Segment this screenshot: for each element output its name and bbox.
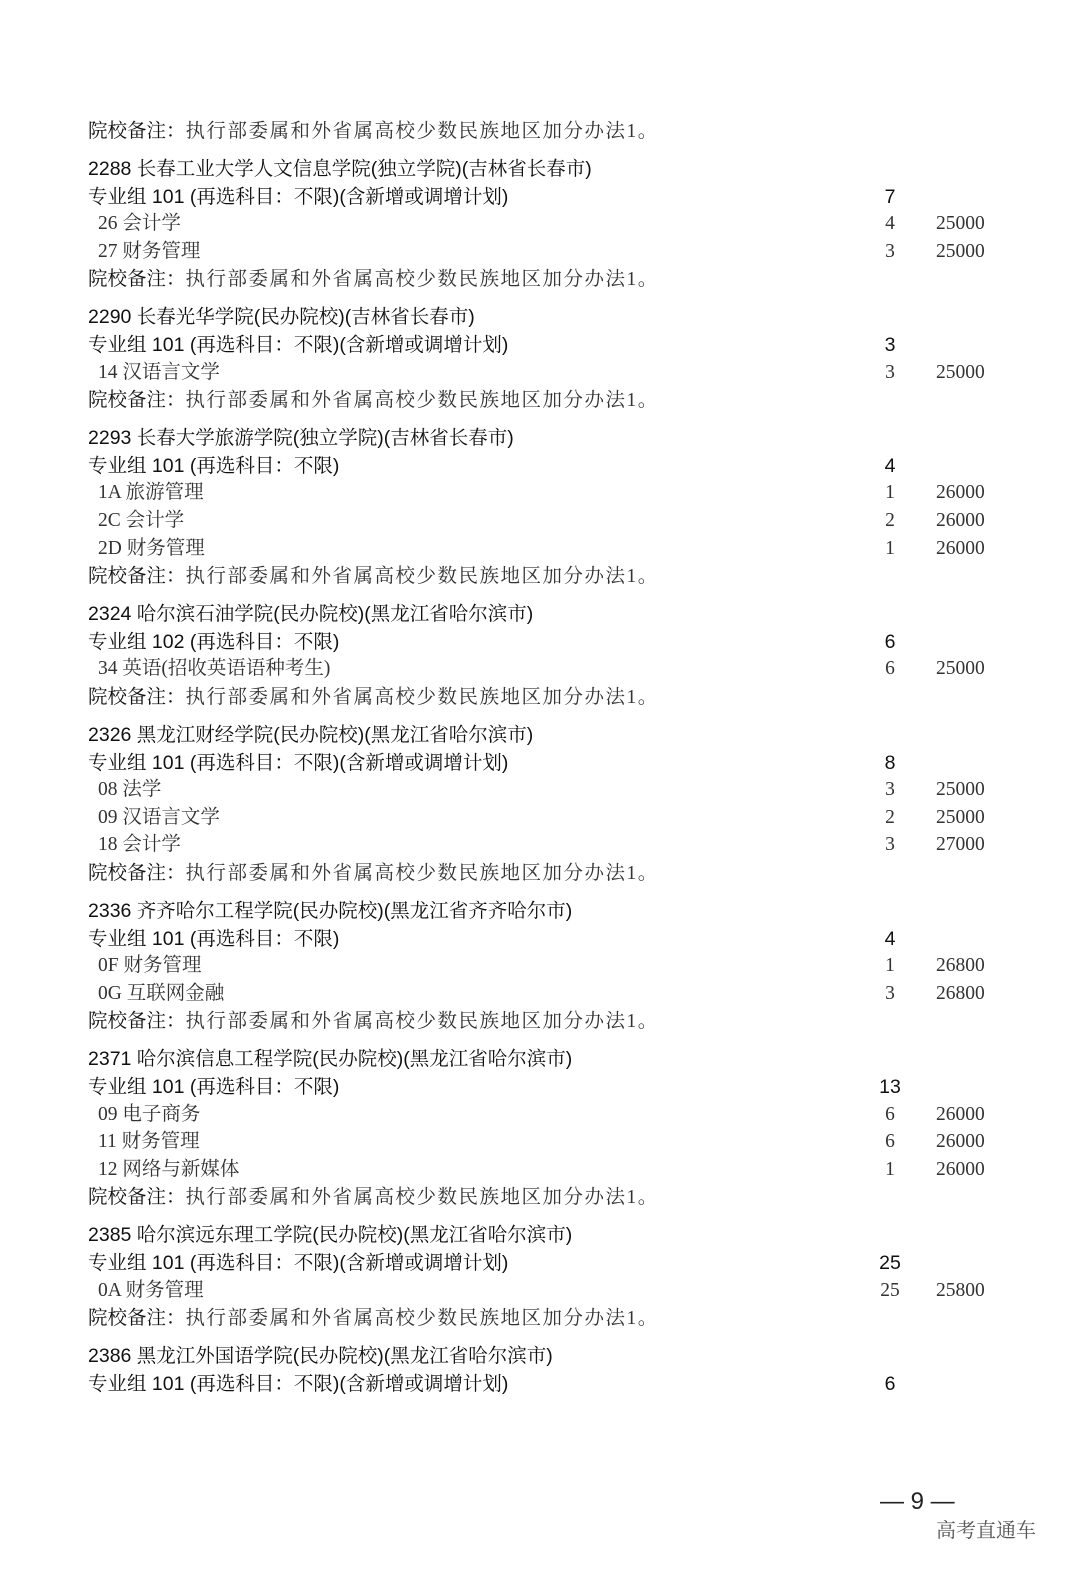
major-name: 0F 财务管理: [98, 955, 202, 977]
note-label: 院校备注：: [88, 1186, 186, 1209]
note-label: 院校备注：: [88, 1307, 186, 1330]
major-name: 0G 互联网金融: [98, 982, 225, 1004]
tuition-fee: 25800: [936, 1279, 985, 1301]
major-group-row: [0, 1073, 1080, 1101]
major-name: 1A 旅游管理: [98, 482, 204, 504]
school-name: 2386 黑龙江外国语学院(民办院校)(黑龙江省哈尔滨市): [88, 1345, 553, 1368]
school-heading: [0, 1045, 1080, 1073]
plan-count: 3: [885, 779, 895, 801]
school-name: 2293 长春大学旅游学院(独立学院)(吉林省长春市): [88, 427, 514, 450]
school-heading: [0, 1221, 1080, 1249]
major-row: [0, 952, 1080, 980]
school-name: 2336 齐齐哈尔工程学院(民办院校)(黑龙江省齐齐哈尔市): [88, 900, 573, 922]
note-label: 院校备注：: [88, 686, 186, 708]
page-number: — 9 —: [880, 1488, 955, 1515]
major-group-row: [0, 749, 1080, 777]
tuition-fee: 25000: [936, 213, 985, 235]
plan-count: 1: [885, 955, 895, 977]
major-row: [0, 479, 1080, 507]
group-name: 专业组 101 (再选科目：不限)(含新增或调增计划): [88, 185, 509, 208]
tuition-fee: 26000: [936, 510, 985, 531]
plan-count: 3: [885, 834, 895, 856]
school-heading: [0, 600, 1080, 628]
school-name: 2385 哈尔滨远东理工学院(民办院校)(黑龙江省哈尔滨市): [88, 1224, 573, 1247]
note-content: 执行部委属和外省属高校少数民族地区加分办法1。: [185, 863, 659, 884]
plan-count: 7: [884, 185, 896, 208]
note-label: 院校备注：: [88, 1010, 186, 1033]
school-note: [0, 562, 1080, 590]
plan-count: 1: [885, 1158, 895, 1180]
tuition-fee: 25000: [936, 806, 985, 828]
plan-count: 2: [885, 806, 895, 828]
major-name: 18 会计学: [98, 834, 181, 856]
note-text: [88, 117, 659, 146]
major-name: 08 法学: [98, 779, 162, 801]
note-text: [88, 683, 659, 712]
watermark: 高考直通车: [936, 1518, 1036, 1542]
major-row: [0, 238, 1080, 266]
major-group-row: [0, 452, 1080, 480]
school-note: [0, 859, 1080, 887]
school-note: [0, 386, 1080, 414]
plan-count: 25: [880, 1279, 900, 1301]
plan-count: 8: [884, 751, 896, 774]
school-name: 2371 哈尔滨信息工程学院(民办院校)(黑龙江省哈尔滨市): [88, 1048, 573, 1071]
tuition-fee: 26800: [936, 955, 985, 977]
note-label: 院校备注：: [88, 862, 186, 884]
plan-count: 6: [885, 1131, 895, 1153]
note-label: 院校备注：: [88, 389, 186, 412]
group-name: 专业组 101 (再选科目：不限): [88, 454, 340, 477]
major-group-row: [0, 628, 1080, 656]
tuition-fee: 26800: [936, 982, 985, 1004]
major-row: [0, 1128, 1080, 1156]
plan-count: 4: [884, 454, 896, 477]
school-heading: [0, 721, 1080, 749]
note-content: 执行部委属和外省属高校少数民族地区加分办法1。: [185, 269, 659, 291]
plan-count: 3: [885, 982, 895, 1004]
major-name: 11 财务管理: [98, 1131, 200, 1153]
plan-count: 3: [885, 240, 895, 262]
major-name: 0A 财务管理: [98, 1279, 204, 1301]
school-heading: [0, 155, 1080, 183]
major-name: 12 网络与新媒体: [98, 1158, 240, 1180]
plan-count: 4: [885, 213, 895, 235]
major-name: 2C 会计学: [98, 510, 185, 531]
note-content: 执行部委属和外省属高校少数民族地区加分办法1。: [185, 566, 659, 588]
school-name: 2290 长春光华学院(民办院校)(吉林省长春市): [88, 306, 475, 329]
note-text: [88, 265, 659, 294]
major-group-row: [0, 331, 1080, 359]
note-label: 院校备注：: [88, 120, 186, 142]
major-row: [0, 1156, 1080, 1184]
note-label: 院校备注：: [88, 565, 186, 588]
plan-count: 3: [885, 361, 895, 383]
school-note: [0, 1007, 1080, 1035]
major-row: [0, 210, 1080, 238]
major-row: [0, 535, 1080, 563]
tuition-fee: 25000: [936, 361, 985, 383]
tuition-fee: 26000: [936, 1103, 985, 1125]
school-note: [0, 265, 1080, 293]
tuition-fee: 26000: [936, 1131, 985, 1153]
tuition-fee: 26000: [936, 1158, 985, 1180]
school-note: [0, 1304, 1080, 1332]
tuition-fee: 26000: [936, 482, 985, 504]
school-heading: [0, 303, 1080, 331]
group-name: 专业组 101 (再选科目：不限)(含新增或调增计划): [88, 1252, 509, 1274]
major-name: 34 英语(招收英语语种考生): [98, 658, 331, 680]
tuition-fee: 25000: [936, 658, 985, 680]
school-name: 2288 长春工业大学人文信息学院(独立学院)(吉林省长春市): [88, 158, 592, 180]
major-name: 09 电子商务: [98, 1103, 201, 1125]
note-text: [88, 1183, 659, 1212]
plan-count: 6: [885, 658, 895, 680]
note-content: 执行部委属和外省属高校少数民族地区加分办法1。: [185, 1308, 659, 1330]
tuition-fee: 27000: [936, 834, 985, 856]
major-group-row: [0, 183, 1080, 211]
group-name: 专业组 101 (再选科目：不限)(含新增或调增计划): [88, 334, 509, 356]
major-group-row: [0, 925, 1080, 953]
major-row: [0, 804, 1080, 832]
note-text: [88, 1304, 659, 1333]
major-name: 09 汉语言文学: [98, 806, 220, 828]
plan-count: 1: [885, 482, 895, 504]
plan-count: 3: [884, 334, 896, 356]
major-row: [0, 359, 1080, 387]
major-group-row: [0, 1249, 1080, 1277]
major-row: [0, 776, 1080, 804]
note-content: 执行部委属和外省属高校少数民族地区加分办法1。: [185, 390, 659, 412]
plan-count: 13: [879, 1076, 901, 1098]
major-row: [0, 980, 1080, 1008]
note-text: [88, 859, 659, 888]
plan-count: 6: [884, 1372, 896, 1395]
major-row: [0, 1101, 1080, 1129]
school-note: [0, 1183, 1080, 1211]
group-name: 专业组 102 (再选科目：不限): [88, 630, 340, 653]
plan-count: 2: [885, 510, 895, 531]
note-text: [88, 386, 659, 415]
plan-count: 6: [884, 630, 896, 653]
plan-count: 25: [879, 1252, 901, 1274]
school-heading: [0, 424, 1080, 452]
major-row: [0, 831, 1080, 859]
major-group-row: [0, 1370, 1080, 1398]
tuition-fee: 26000: [936, 537, 985, 559]
note-content: 执行部委属和外省属高校少数民族地区加分办法1。: [185, 1011, 659, 1033]
tuition-fee: 25000: [936, 779, 985, 801]
note-content: 执行部委属和外省属高校少数民族地区加分办法1。: [185, 687, 659, 708]
school-heading: [0, 897, 1080, 925]
plan-count: 4: [884, 927, 896, 950]
plan-count: 1: [885, 537, 895, 559]
school-note: [0, 117, 1080, 145]
major-name: 26 会计学: [98, 213, 181, 235]
school-heading: [0, 1342, 1080, 1370]
major-name: 27 财务管理: [98, 240, 201, 262]
note-text: [88, 562, 659, 591]
school-name: 2326 黑龙江财经学院(民办院校)(黑龙江省哈尔滨市): [88, 724, 534, 746]
note-content: 执行部委属和外省属高校少数民族地区加分办法1。: [185, 1187, 659, 1209]
major-row: [0, 507, 1080, 535]
group-name: 专业组 101 (再选科目：不限)(含新增或调增计划): [88, 751, 509, 774]
major-row: [0, 1277, 1080, 1305]
plan-count: 6: [885, 1103, 895, 1125]
major-name: 2D 财务管理: [98, 537, 205, 559]
group-name: 专业组 101 (再选科目：不限)(含新增或调增计划): [88, 1372, 509, 1395]
tuition-fee: 25000: [936, 240, 985, 262]
school-name: 2324 哈尔滨石油学院(民办院校)(黑龙江省哈尔滨市): [88, 603, 534, 626]
major-row: [0, 655, 1080, 683]
note-content: 执行部委属和外省属高校少数民族地区加分办法1。: [185, 121, 659, 142]
note-text: [88, 1007, 659, 1036]
school-note: [0, 683, 1080, 711]
major-name: 14 汉语言文学: [98, 361, 220, 383]
note-label: 院校备注：: [88, 268, 186, 291]
group-name: 专业组 101 (再选科目：不限): [88, 927, 340, 950]
group-name: 专业组 101 (再选科目：不限): [88, 1076, 340, 1098]
